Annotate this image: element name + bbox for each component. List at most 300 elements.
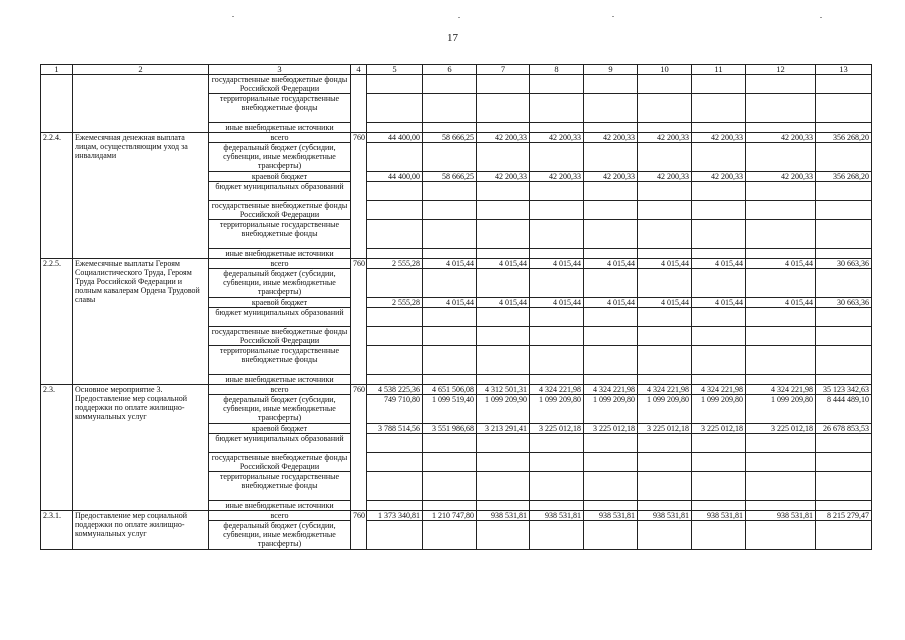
item-code-cell <box>41 123 73 133</box>
amount-cell <box>367 269 423 298</box>
amount-cell <box>367 249 423 259</box>
amount-cell <box>423 123 477 133</box>
amount-cell: 4 015,44 <box>530 298 584 308</box>
amount-cell <box>423 327 477 346</box>
item-code-cell <box>41 220 73 249</box>
column-header: 12 <box>746 65 816 75</box>
amount-cell <box>746 375 816 385</box>
amount-cell <box>477 472 530 501</box>
item-name-cell <box>73 308 209 327</box>
amount-cell <box>530 220 584 249</box>
item-name-cell <box>73 172 209 182</box>
amount-cell: 30 663,36 <box>816 259 872 269</box>
amount-cell <box>423 182 477 201</box>
grbs-cell <box>351 182 367 201</box>
column-header: 4 <box>351 65 367 75</box>
amount-cell <box>367 434 423 453</box>
amount-cell <box>477 269 530 298</box>
amount-cell <box>477 94 530 123</box>
amount-cell <box>746 453 816 472</box>
amount-cell <box>367 453 423 472</box>
amount-cell <box>638 501 692 511</box>
amount-cell: 4 015,44 <box>584 259 638 269</box>
column-header: 7 <box>477 65 530 75</box>
amount-cell: 1 099 209,80 <box>584 395 638 424</box>
amount-cell <box>477 434 530 453</box>
amount-cell <box>638 269 692 298</box>
amount-cell: 4 015,44 <box>746 259 816 269</box>
amount-cell <box>638 143 692 172</box>
amount-cell: 26 678 853,53 <box>816 424 872 434</box>
column-header: 1 <box>41 65 73 75</box>
funding-source: государственные внебюджетные фонды Российской Федерации <box>209 75 351 94</box>
amount-cell: 58 666,25 <box>423 172 477 182</box>
amount-cell <box>692 94 746 123</box>
amount-cell <box>584 220 638 249</box>
grbs-cell <box>351 327 367 346</box>
amount-cell <box>423 453 477 472</box>
amount-cell <box>423 94 477 123</box>
amount-cell: 4 015,44 <box>423 298 477 308</box>
amount-cell <box>584 249 638 259</box>
table-row <box>41 385 872 395</box>
item-code-cell <box>41 424 73 434</box>
item-code-cell <box>41 346 73 375</box>
amount-cell <box>746 501 816 511</box>
amount-cell <box>584 94 638 123</box>
item-code-cell <box>41 501 73 511</box>
amount-cell <box>530 327 584 346</box>
amount-cell <box>638 453 692 472</box>
amount-cell <box>367 143 423 172</box>
amount-cell: 4 015,44 <box>692 259 746 269</box>
amount-cell <box>584 143 638 172</box>
amount-cell <box>692 269 746 298</box>
amount-cell <box>746 434 816 453</box>
amount-cell <box>638 327 692 346</box>
amount-cell <box>530 182 584 201</box>
amount-cell: 1 210 747,80 <box>423 511 477 521</box>
amount-cell: 4 324 221,98 <box>530 385 584 395</box>
column-header: 2 <box>73 65 209 75</box>
amount-cell <box>692 308 746 327</box>
amount-cell <box>530 453 584 472</box>
amount-cell <box>816 75 872 94</box>
scan-speck <box>820 17 822 18</box>
amount-cell <box>692 220 746 249</box>
amount-cell <box>423 501 477 511</box>
amount-cell <box>816 521 872 550</box>
amount-cell <box>530 472 584 501</box>
amount-cell <box>692 521 746 550</box>
item-code-cell <box>41 308 73 327</box>
column-header: 13 <box>816 65 872 75</box>
funding-source: федеральный бюджет (субсидии, субвенции, иные межбюджетные трансферты) <box>209 521 351 550</box>
amount-cell <box>367 220 423 249</box>
amount-cell <box>584 453 638 472</box>
amount-cell <box>816 327 872 346</box>
amount-cell: 42 200,33 <box>477 172 530 182</box>
item-name-cell <box>73 182 209 201</box>
funding-source: иные внебюджетные источники <box>209 375 351 385</box>
funding-source: краевой бюджет <box>209 172 351 182</box>
amount-cell <box>367 308 423 327</box>
amount-cell <box>477 501 530 511</box>
amount-cell <box>584 308 638 327</box>
item-code-cell <box>41 472 73 501</box>
amount-cell <box>584 269 638 298</box>
amount-cell <box>530 75 584 94</box>
amount-cell: 1 099 209,80 <box>746 395 816 424</box>
amount-cell: 356 268,20 <box>816 172 872 182</box>
amount-cell: 3 225 012,18 <box>584 424 638 434</box>
amount-cell <box>477 201 530 220</box>
amount-cell <box>638 182 692 201</box>
column-header: 10 <box>638 65 692 75</box>
amount-cell <box>367 182 423 201</box>
table-row <box>41 123 872 133</box>
amount-cell <box>692 434 746 453</box>
funding-source: всего <box>209 259 351 269</box>
item-name-cell: Ежемесячная денежная выплата лицам, осуществляющим уход за инвалидами <box>73 133 209 143</box>
funding-source: всего <box>209 511 351 521</box>
item-code-cell <box>41 327 73 346</box>
amount-cell: 938 531,81 <box>746 511 816 521</box>
item-code-cell <box>41 434 73 453</box>
item-code-cell <box>41 94 73 123</box>
amount-cell <box>584 521 638 550</box>
amount-cell <box>746 220 816 249</box>
amount-cell: 42 200,33 <box>746 133 816 143</box>
funding-source: бюджет муниципальных образований <box>209 182 351 201</box>
item-code-cell <box>41 143 73 172</box>
grbs-cell <box>351 395 367 424</box>
amount-cell: 42 200,33 <box>692 172 746 182</box>
amount-cell <box>816 220 872 249</box>
amount-cell: 42 200,33 <box>746 172 816 182</box>
amount-cell: 8 444 489,10 <box>816 395 872 424</box>
amount-cell <box>692 249 746 259</box>
amount-cell <box>584 434 638 453</box>
amount-cell <box>530 501 584 511</box>
funding-source: бюджет муниципальных образований <box>209 434 351 453</box>
item-code-cell: 2.3. <box>41 385 73 395</box>
amount-cell: 4 015,44 <box>638 298 692 308</box>
amount-cell: 3 225 012,18 <box>530 424 584 434</box>
grbs-cell: 760 <box>351 385 367 395</box>
amount-cell <box>530 375 584 385</box>
grbs-cell <box>351 220 367 249</box>
amount-cell <box>746 143 816 172</box>
item-code-cell <box>41 172 73 182</box>
funding-source: краевой бюджет <box>209 424 351 434</box>
item-name-cell: Ежемесячные выплаты Героям Социалистического Труда, Героям Труда Российской Федерации и полным кавалерам Ордена Трудовой славы <box>73 259 209 269</box>
table-row <box>41 220 872 249</box>
funding-source: федеральный бюджет (субсидии, субвенции, иные межбюджетные трансферты) <box>209 395 351 424</box>
amount-cell <box>584 501 638 511</box>
table-row <box>41 453 872 472</box>
amount-cell: 1 099 209,90 <box>477 395 530 424</box>
funding-source: государственные внебюджетные фонды Российской Федерации <box>209 453 351 472</box>
amount-cell <box>530 249 584 259</box>
amount-cell: 938 531,81 <box>638 511 692 521</box>
amount-cell <box>816 453 872 472</box>
table-row <box>41 346 872 375</box>
amount-cell <box>638 123 692 133</box>
amount-cell: 3 225 012,18 <box>746 424 816 434</box>
amount-cell <box>477 346 530 375</box>
amount-cell <box>367 327 423 346</box>
amount-cell <box>638 375 692 385</box>
table-row <box>41 375 872 385</box>
amount-cell <box>423 143 477 172</box>
amount-cell: 356 268,20 <box>816 133 872 143</box>
item-code-cell <box>41 375 73 385</box>
column-header: 3 <box>209 65 351 75</box>
grbs-cell <box>351 172 367 182</box>
funding-source: краевой бюджет <box>209 298 351 308</box>
amount-cell: 4 015,44 <box>692 298 746 308</box>
amount-cell <box>746 472 816 501</box>
amount-cell: 4 015,44 <box>477 259 530 269</box>
amount-cell <box>746 269 816 298</box>
grbs-cell <box>351 75 367 94</box>
amount-cell: 938 531,81 <box>584 511 638 521</box>
amount-cell: 4 015,44 <box>638 259 692 269</box>
amount-cell <box>530 308 584 327</box>
amount-cell <box>477 123 530 133</box>
amount-cell <box>530 434 584 453</box>
amount-cell <box>816 123 872 133</box>
item-code-cell <box>41 75 73 94</box>
amount-cell <box>816 472 872 501</box>
amount-cell <box>638 249 692 259</box>
funding-source: иные внебюджетные источники <box>209 123 351 133</box>
scan-speck <box>612 16 614 17</box>
amount-cell <box>584 327 638 346</box>
grbs-cell: 760 <box>351 133 367 143</box>
amount-cell: 3 788 514,56 <box>367 424 423 434</box>
amount-cell <box>584 472 638 501</box>
amount-cell <box>584 182 638 201</box>
amount-cell <box>584 375 638 385</box>
funding-source: иные внебюджетные источники <box>209 249 351 259</box>
amount-cell <box>477 249 530 259</box>
amount-cell <box>530 201 584 220</box>
amount-cell: 3 225 012,18 <box>692 424 746 434</box>
amount-cell <box>367 521 423 550</box>
amount-cell: 4 324 221,98 <box>746 385 816 395</box>
amount-cell: 42 200,33 <box>530 133 584 143</box>
amount-cell <box>746 123 816 133</box>
amount-cell: 4 538 225,36 <box>367 385 423 395</box>
amount-cell: 4 312 501,31 <box>477 385 530 395</box>
amount-cell: 1 099 209,80 <box>530 395 584 424</box>
item-code-cell <box>41 182 73 201</box>
amount-cell <box>477 182 530 201</box>
column-header: 6 <box>423 65 477 75</box>
item-name-cell <box>73 123 209 133</box>
table-row <box>41 308 872 327</box>
grbs-cell <box>351 521 367 550</box>
table-row <box>41 75 872 94</box>
item-code-cell <box>41 298 73 308</box>
amount-cell <box>367 472 423 501</box>
amount-cell <box>692 346 746 375</box>
funding-source: территориальные государственные внебюджетные фонды <box>209 472 351 501</box>
amount-cell: 4 324 221,98 <box>692 385 746 395</box>
item-name-cell <box>73 453 209 472</box>
item-name-cell <box>73 424 209 434</box>
amount-cell: 1 099 519,40 <box>423 395 477 424</box>
amount-cell <box>638 472 692 501</box>
amount-cell <box>746 308 816 327</box>
funding-source: федеральный бюджет (субсидии, субвенции, иные межбюджетные трансферты) <box>209 269 351 298</box>
funding-source: территориальные государственные внебюджетные фонды <box>209 220 351 249</box>
amount-cell <box>477 375 530 385</box>
item-name-cell: Основное мероприятие 3. Предоставление мер социальной поддержки по оплате жилищно-коммунальных услуг <box>73 385 209 395</box>
amount-cell <box>638 308 692 327</box>
item-name-cell <box>73 327 209 346</box>
amount-cell <box>746 521 816 550</box>
item-name-cell <box>73 94 209 123</box>
amount-cell <box>423 346 477 375</box>
grbs-cell <box>351 472 367 501</box>
grbs-cell <box>351 269 367 298</box>
amount-cell <box>746 94 816 123</box>
amount-cell <box>477 308 530 327</box>
amount-cell: 4 015,44 <box>423 259 477 269</box>
item-code-cell <box>41 201 73 220</box>
amount-cell: 2 555,28 <box>367 298 423 308</box>
amount-cell <box>477 220 530 249</box>
budget-table <box>40 64 872 550</box>
amount-cell <box>692 182 746 201</box>
amount-cell <box>423 75 477 94</box>
amount-cell: 1 099 209,80 <box>638 395 692 424</box>
item-name-cell <box>73 201 209 220</box>
amount-cell <box>692 143 746 172</box>
amount-cell <box>816 308 872 327</box>
amount-cell <box>746 249 816 259</box>
item-code-cell <box>41 521 73 550</box>
table-row <box>41 501 872 511</box>
page-number: 17 <box>447 32 458 44</box>
amount-cell <box>638 346 692 375</box>
amount-cell <box>692 453 746 472</box>
amount-cell: 4 015,44 <box>530 259 584 269</box>
item-name-cell <box>73 346 209 375</box>
funding-source: территориальные государственные внебюджетные фонды <box>209 94 351 123</box>
item-name-cell <box>73 375 209 385</box>
item-code-cell: 2.2.4. <box>41 133 73 143</box>
grbs-cell <box>351 375 367 385</box>
amount-cell: 8 215 279,47 <box>816 511 872 521</box>
item-code-cell <box>41 249 73 259</box>
grbs-cell <box>351 346 367 375</box>
table-row <box>41 201 872 220</box>
amount-cell <box>530 269 584 298</box>
amount-cell: 42 200,33 <box>584 133 638 143</box>
grbs-cell <box>351 249 367 259</box>
table-row <box>41 249 872 259</box>
amount-cell <box>367 201 423 220</box>
grbs-cell <box>351 501 367 511</box>
amount-cell <box>530 123 584 133</box>
amount-cell: 938 531,81 <box>692 511 746 521</box>
amount-cell <box>423 201 477 220</box>
amount-cell <box>423 521 477 550</box>
item-name-cell <box>73 472 209 501</box>
table-row <box>41 133 872 143</box>
amount-cell: 42 200,33 <box>692 133 746 143</box>
amount-cell <box>746 346 816 375</box>
amount-cell <box>816 201 872 220</box>
funding-source: территориальные государственные внебюджетные фонды <box>209 346 351 375</box>
table-row <box>41 472 872 501</box>
table-row <box>41 172 872 182</box>
item-name-cell: Предоставление мер социальной поддержки по оплате жилищно-коммунальных услуг <box>73 511 209 521</box>
table-row <box>41 424 872 434</box>
amount-cell <box>477 521 530 550</box>
amount-cell <box>477 327 530 346</box>
amount-cell: 42 200,33 <box>477 133 530 143</box>
funding-source: государственные внебюджетные фонды Российской Федерации <box>209 201 351 220</box>
column-number-row <box>41 65 872 75</box>
item-code-cell: 2.3.1. <box>41 511 73 521</box>
amount-cell <box>692 75 746 94</box>
amount-cell: 42 200,33 <box>638 172 692 182</box>
amount-cell <box>477 453 530 472</box>
table-row <box>41 259 872 269</box>
item-name-cell <box>73 220 209 249</box>
amount-cell <box>584 123 638 133</box>
amount-cell: 42 200,33 <box>584 172 638 182</box>
amount-cell <box>692 501 746 511</box>
amount-cell: 42 200,33 <box>638 133 692 143</box>
amount-cell <box>423 249 477 259</box>
item-name-cell <box>73 434 209 453</box>
amount-cell <box>816 182 872 201</box>
amount-cell <box>423 269 477 298</box>
amount-cell <box>367 75 423 94</box>
grbs-cell <box>351 298 367 308</box>
amount-cell: 4 651 506,08 <box>423 385 477 395</box>
amount-cell <box>692 472 746 501</box>
amount-cell: 1 373 340,81 <box>367 511 423 521</box>
grbs-cell <box>351 308 367 327</box>
scan-speck <box>458 17 460 18</box>
amount-cell <box>816 346 872 375</box>
table-row <box>41 511 872 521</box>
amount-cell: 4 324 221,98 <box>638 385 692 395</box>
amount-cell: 35 123 342,63 <box>816 385 872 395</box>
funding-source: иные внебюджетные источники <box>209 501 351 511</box>
grbs-cell <box>351 201 367 220</box>
amount-cell <box>584 75 638 94</box>
amount-cell: 1 099 209,80 <box>692 395 746 424</box>
amount-cell <box>638 434 692 453</box>
amount-cell <box>746 201 816 220</box>
amount-cell: 44 400,00 <box>367 172 423 182</box>
amount-cell: 749 710,80 <box>367 395 423 424</box>
item-name-cell <box>73 75 209 94</box>
item-name-cell <box>73 249 209 259</box>
amount-cell: 4 015,44 <box>584 298 638 308</box>
column-header: 5 <box>367 65 423 75</box>
amount-cell <box>816 434 872 453</box>
amount-cell: 4 015,44 <box>746 298 816 308</box>
